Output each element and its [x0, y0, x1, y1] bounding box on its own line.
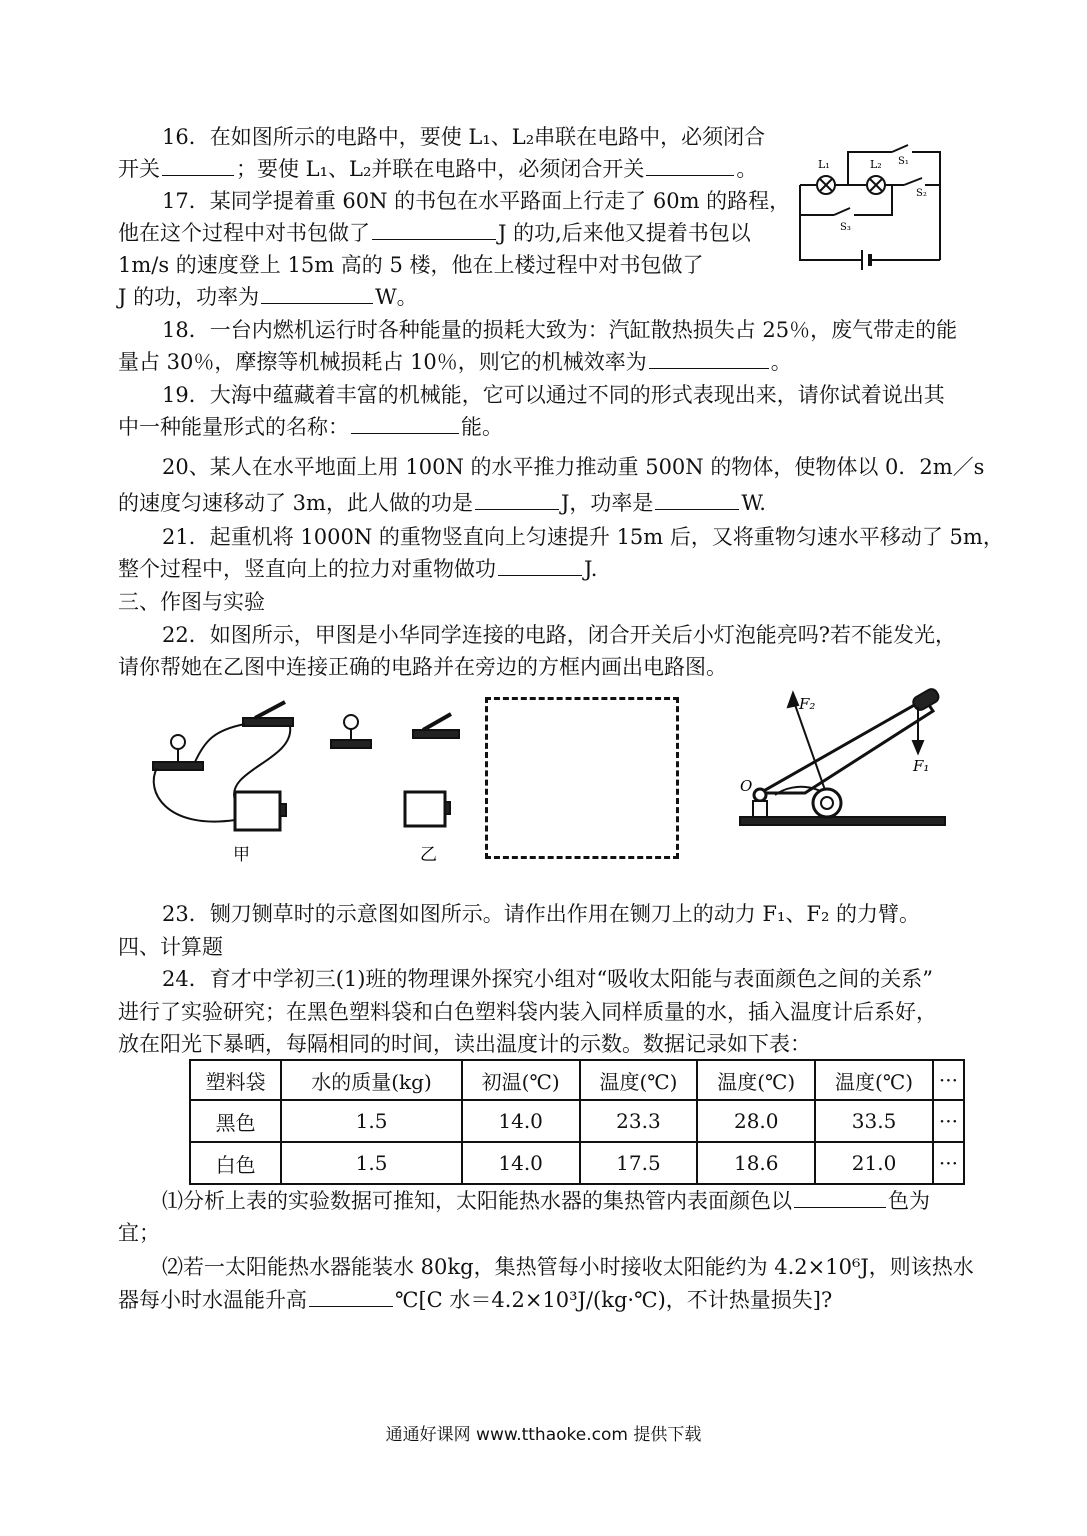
q24-part2-line2: [118, 1285, 832, 1315]
label-jia: 甲: [233, 845, 250, 865]
label-f1: F₁: [913, 757, 930, 775]
q18-line1: 18．一台内燃机运行时各种能量的损耗大致为：汽缸散热损失占 25％，废气带走的能: [162, 318, 958, 342]
q24-line1: 24．育才中学初三(1)班的物理课外探究小组对“吸收太阳能与表面颜色之间的关系”: [162, 967, 933, 991]
q19-text-a: 中一种能量形式的名称：: [118, 415, 349, 439]
q16-line2: [118, 154, 757, 184]
table-cell: 21.0: [815, 1142, 933, 1184]
q18-blank[interactable]: [649, 348, 769, 369]
q23-line1: 23．铡刀铡草时的示意图如图所示。请作出作用在铡刀上的动力 F₁、F₂ 的力臂。: [162, 902, 921, 926]
q19-text-b: 能。: [461, 415, 503, 439]
figure-yi-components: [325, 700, 470, 870]
q19-blank[interactable]: [351, 413, 459, 434]
q16-line1: 16．在如图所示的电路中，要使 L₁、L₂串联在电路中，必须闭合: [162, 125, 766, 149]
q18-text-b: 。: [770, 350, 792, 374]
table-cell: ···: [933, 1142, 964, 1184]
q24-blank-2[interactable]: [309, 1286, 393, 1307]
data-table: [189, 1059, 965, 1185]
q17-text-c: J 的功，功率为: [118, 285, 260, 309]
table-cell: 白色: [190, 1142, 281, 1184]
drawing-box[interactable]: [485, 697, 679, 859]
q24-p2-text-b: 器每小时水温能升高: [118, 1288, 307, 1312]
table-header: 温度(℃): [815, 1060, 933, 1100]
q21-blank[interactable]: [498, 555, 582, 576]
q19-line1: 19．大海中蕴藏着丰富的机械能，它可以通过不同的形式表现出来，请你试着说出其: [162, 383, 945, 407]
series-parallel-circuit-diagram: [792, 140, 952, 270]
q19-line2: [118, 412, 503, 442]
q22-line2: 请你帮她在乙图中连接正确的电路并在旁边的方框内画出电路图。: [118, 655, 727, 679]
label-s3: S₃: [840, 222, 851, 233]
table-cell: 1.5: [281, 1142, 461, 1184]
section-3-heading: 三、作图与实验: [118, 590, 265, 614]
label-yi: 乙: [420, 845, 437, 865]
q24-p2-text-c: ℃[C 水＝4.2×10³J/(kg·℃)，不计热量损失]?: [395, 1288, 833, 1312]
label-l2: L₂: [870, 158, 882, 171]
table-cell: 黑色: [190, 1100, 281, 1142]
q17-text-b: J 的功,后来他又提着书包以: [498, 221, 751, 245]
table-cell: 17.5: [580, 1142, 698, 1184]
q24-line2: 进行了实验研究；在黑色塑料袋和白色塑料袋内装入同样质量的水，插入温度计后系好，: [118, 1000, 937, 1024]
q22-line1: 22．如图所示，甲图是小华同学连接的电路，闭合开关后小灯泡能亮吗?若不能发光，: [162, 623, 956, 647]
q24-part1-line1: [162, 1186, 930, 1216]
q24-part1-line2: 宜；: [118, 1221, 160, 1245]
q17-blank-2[interactable]: [261, 283, 373, 304]
q16-text-a: 开关: [118, 157, 160, 181]
q24-blank-1[interactable]: [794, 1187, 886, 1208]
q21-text-a: 整个过程中，竖直向上的拉力对重物做功: [118, 557, 496, 581]
q24-part2-line1: ⑵若一太阳能热水器能装水 80kg，集热管每小时接收太阳能约为 4.2×10⁶J，则该热水: [162, 1255, 974, 1279]
q16-text-c: 。: [736, 157, 758, 181]
label-o: O: [740, 777, 753, 795]
q17-line3: 1m/s 的速度登上 15m 高的 5 楼，他在上楼过程中对书包做了: [118, 253, 704, 277]
table-cell: 33.5: [815, 1100, 933, 1142]
q16-blank-2[interactable]: [646, 155, 734, 176]
chopper-lever-figure: [735, 685, 950, 835]
table-row: [190, 1142, 964, 1184]
table-cell: 1.5: [281, 1100, 461, 1142]
table-cell: 14.0: [462, 1100, 580, 1142]
q17-line1: 17．某同学提着重 60N 的书包在水平路面上行走了 60m 的路程，: [162, 189, 791, 213]
label-l1: L₁: [818, 158, 830, 171]
table-cell: 23.3: [580, 1100, 698, 1142]
table-cell: 14.0: [462, 1142, 580, 1184]
q20-blank-2[interactable]: [655, 489, 739, 510]
q20-text-a: 的速度匀速移动了 3m，此人做的功是: [118, 491, 473, 515]
q16-blank-1[interactable]: [162, 155, 234, 176]
table-cell: 28.0: [697, 1100, 815, 1142]
q18-text-a: 量占 30％，摩擦等机械损耗占 10％，则它的机械效率为: [118, 350, 647, 374]
table-header: 温度(℃): [580, 1060, 698, 1100]
figure-jia-circuit: [145, 700, 305, 870]
table-header: 水的质量(kg): [281, 1060, 461, 1100]
q17-text-d: W。: [375, 285, 418, 309]
q20-text-b: J，功率是: [560, 491, 654, 515]
table-header: 塑料袋: [190, 1060, 281, 1100]
table-header: ···: [933, 1060, 964, 1100]
page-footer: 通通好课网 www.tthaoke.com 提供下载: [385, 1425, 702, 1445]
q24-p1-text-b: 色为: [888, 1189, 930, 1213]
section-4-heading: 四、计算题: [118, 935, 223, 959]
q17-blank-1[interactable]: [372, 219, 496, 240]
q16-text-b: ；要使 L₁、L₂并联在电路中，必须闭合开关: [236, 157, 645, 181]
q17-line4: [118, 282, 418, 312]
q24-p1-text-a: ⑴分析上表的实验数据可推知，太阳能热水器的集热管内表面颜色以: [162, 1189, 792, 1213]
q17-line2: [118, 218, 751, 248]
table-row: [190, 1100, 964, 1142]
label-s1: S₁: [898, 156, 909, 167]
label-f2: F₂: [799, 695, 816, 713]
table-header: 温度(℃): [697, 1060, 815, 1100]
table-header: 初温(℃): [462, 1060, 580, 1100]
q21-text-b: J.: [584, 557, 598, 581]
label-s2: S₂: [916, 188, 927, 199]
q20-line2: [118, 488, 766, 518]
q20-line1: 20、某人在水平地面上用 100N 的水平推力推动重 500N 的物体，使物体以 0．2m／s: [162, 455, 985, 479]
q24-line3: 放在阳光下暴晒，每隔相同的时间，读出温度计的示数。数据记录如下表：: [118, 1032, 811, 1056]
q17-text-a: 他在这个过程中对书包做了: [118, 221, 370, 245]
q20-text-c: W.: [741, 491, 766, 515]
q21-line2: [118, 554, 597, 584]
q18-line2: [118, 347, 792, 377]
table-header-row: [190, 1060, 964, 1100]
table-cell: 18.6: [697, 1142, 815, 1184]
q20-blank-1[interactable]: [475, 489, 559, 510]
q21-line1: 21．起重机将 1000N 的重物竖直向上匀速提升 15m 后，又将重物匀速水平移动了 5m，: [162, 525, 1004, 549]
table-cell: ···: [933, 1100, 964, 1142]
